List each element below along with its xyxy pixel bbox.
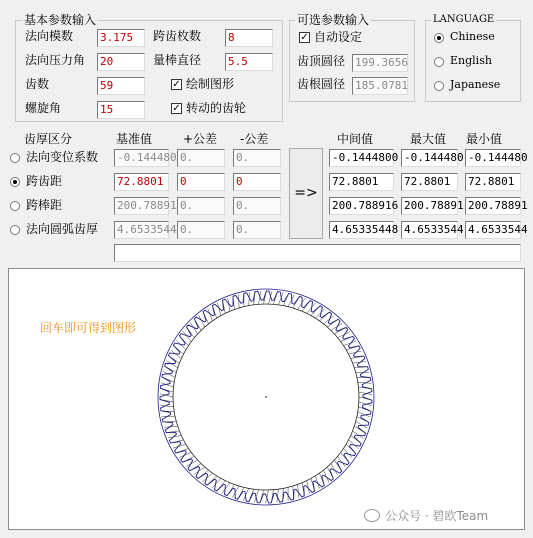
rotate-checkbox[interactable]: ✓ xyxy=(172,103,181,114)
min-output-arc: 4.6533544 xyxy=(465,221,521,239)
calculate-button[interactable] xyxy=(289,148,323,239)
gear-center-point xyxy=(265,396,267,398)
pressure-angle-label: 法向压力角 xyxy=(25,53,86,67)
plus-input-pin[interactable]: 0. xyxy=(177,197,225,215)
gear-hatch-line xyxy=(160,388,173,392)
row-label-offset: 法向变位系数 xyxy=(26,150,99,164)
ball-dia-input[interactable]: 5.5 xyxy=(225,53,273,71)
ball-dia-label: 量棒直径 xyxy=(153,53,202,67)
base-input-arc[interactable]: 4.6533544 xyxy=(114,221,169,239)
gear-hatch-line xyxy=(351,435,361,443)
pressure-angle-input[interactable]: 20 xyxy=(97,53,145,71)
plus-input-offset[interactable]: 0. xyxy=(177,149,225,167)
language-radio-chinese[interactable] xyxy=(434,33,444,43)
gear-hatch-line xyxy=(357,417,369,423)
gear-hatch-line xyxy=(346,346,359,350)
gear-hatch-line xyxy=(238,295,239,308)
module-input[interactable]: 3.175 xyxy=(97,29,145,47)
gear-hatch-line xyxy=(249,489,254,501)
gear-hatch-line xyxy=(217,481,226,491)
gear-hatch-line xyxy=(273,292,277,305)
col-plus-header: +公差 xyxy=(183,132,218,146)
optional-params-title: 可选参数输入 xyxy=(297,13,370,27)
tip-dia-input[interactable]: 199.3656 xyxy=(352,54,408,72)
root-dia-label: 齿根圆径 xyxy=(297,77,346,91)
row-label-pin: 跨棒距 xyxy=(26,198,63,212)
gear-hatch-line xyxy=(358,407,371,412)
gear-hatch-line xyxy=(173,345,183,354)
gear-hatch-line xyxy=(346,444,356,453)
minus-input-span[interactable]: 0 xyxy=(233,173,281,191)
row-label-arc: 法向圆弧齿厚 xyxy=(26,222,99,236)
root-dia-input[interactable]: 185.0781 xyxy=(352,77,408,95)
gear-hatch-line xyxy=(238,487,244,499)
gear-hatch-line xyxy=(354,426,365,433)
gear-hatch-line xyxy=(168,355,179,363)
span-teeth-label: 跨齿枚数 xyxy=(153,29,202,43)
language-radio-japanese[interactable] xyxy=(434,81,444,91)
tip-dia-label: 齿顶圆径 xyxy=(297,54,346,68)
calculate-button-label: => xyxy=(294,185,318,201)
row-radio-offset[interactable] xyxy=(10,153,20,163)
canvas-hint: 回车即可得到图形 xyxy=(40,321,137,335)
language-title: LANGUAGE xyxy=(433,14,495,25)
module-label: 法向模数 xyxy=(25,29,74,43)
gear-hatch-line xyxy=(293,296,300,307)
thickness-header: 齿厚区分 xyxy=(24,132,73,146)
language-japanese-label: Japanese xyxy=(450,78,501,91)
minus-input-offset[interactable]: 0. xyxy=(233,149,281,167)
row-radio-span[interactable] xyxy=(10,177,20,187)
rotate-label: 转动的齿轮 xyxy=(186,101,247,115)
gear-hatch-line xyxy=(260,490,264,503)
span-teeth-input[interactable]: 8 xyxy=(225,29,273,47)
row-radio-pin[interactable] xyxy=(10,201,20,211)
gear-hatch-line xyxy=(268,291,272,304)
base-input-offset[interactable]: -0.144480 xyxy=(114,149,169,167)
gear-hatch-line xyxy=(283,293,289,305)
teeth-label: 齿数 xyxy=(25,77,50,91)
language-english-label: English xyxy=(450,54,492,67)
col-base-header: 基准值 xyxy=(116,132,153,146)
basic-params-title: 基本参数输入 xyxy=(24,13,97,27)
helix-label: 螺旋角 xyxy=(25,101,62,115)
plus-input-span[interactable]: 0 xyxy=(177,173,225,191)
gear-drawing xyxy=(9,269,526,531)
max-output-span: 72.8801 xyxy=(401,173,458,191)
row-radio-arc[interactable] xyxy=(10,225,20,235)
max-output-offset: -0.144480 xyxy=(401,149,458,167)
watermark-icon xyxy=(364,509,380,522)
language-radio-english[interactable] xyxy=(434,57,444,67)
minus-input-pin[interactable]: 0. xyxy=(233,197,281,215)
col-minus-header: -公差 xyxy=(240,132,269,146)
mid-output-offset: -0.1444800 xyxy=(329,149,394,167)
max-output-arc: 4.6533544 xyxy=(401,221,458,239)
gear-hatch-line xyxy=(249,292,250,305)
mid-output-arc: 4.65335448 xyxy=(329,221,394,239)
draw-label: 绘制图形 xyxy=(186,77,235,91)
row-label-span: 跨齿距 xyxy=(26,174,63,188)
gear-hatch-line xyxy=(227,484,234,495)
gear-hatch-line xyxy=(302,301,310,312)
gear-hatch-line xyxy=(311,478,315,491)
auto-checkbox[interactable]: ✓ xyxy=(300,32,309,43)
gear-hatch-line xyxy=(356,421,368,427)
teeth-input[interactable]: 59 xyxy=(97,77,145,95)
gear-canvas[interactable] xyxy=(8,268,525,530)
draw-checkbox[interactable]: ✓ xyxy=(172,79,181,90)
minus-input-arc[interactable]: 0. xyxy=(233,221,281,239)
gear-hatch-line xyxy=(162,377,174,382)
gear-hatch-line xyxy=(165,366,177,372)
mid-output-pin: 200.788916 xyxy=(329,197,394,215)
gear-hatch-line xyxy=(311,306,320,316)
col-max-header: 最大值 xyxy=(410,132,447,146)
gear-hatch-line xyxy=(293,486,294,499)
plus-input-arc[interactable]: 0. xyxy=(177,221,225,239)
base-input-span[interactable]: 72.8801 xyxy=(114,173,169,191)
gear-hatch-line xyxy=(213,305,217,318)
language-chinese-label: Chinese xyxy=(450,30,495,43)
watermark-text: 公众号 · 碧欧Team xyxy=(385,509,489,523)
mid-output-span: 72.8801 xyxy=(329,173,394,191)
auto-label: 自动设定 xyxy=(314,30,363,44)
gear-hatch-line xyxy=(232,486,239,497)
col-min-header: 最小值 xyxy=(466,132,503,146)
min-output-pin: 200.78891 xyxy=(465,197,521,215)
col-mid-header: 中间值 xyxy=(337,132,374,146)
status-field xyxy=(114,244,521,262)
watermark xyxy=(364,508,488,524)
min-output-offset: -0.144480 xyxy=(465,149,521,167)
base-input-pin[interactable]: 200.78891 xyxy=(114,197,169,215)
helix-input[interactable]: 15 xyxy=(97,101,145,119)
max-output-pin: 200.78891 xyxy=(401,197,458,215)
min-output-span: 72.8801 xyxy=(465,173,521,191)
